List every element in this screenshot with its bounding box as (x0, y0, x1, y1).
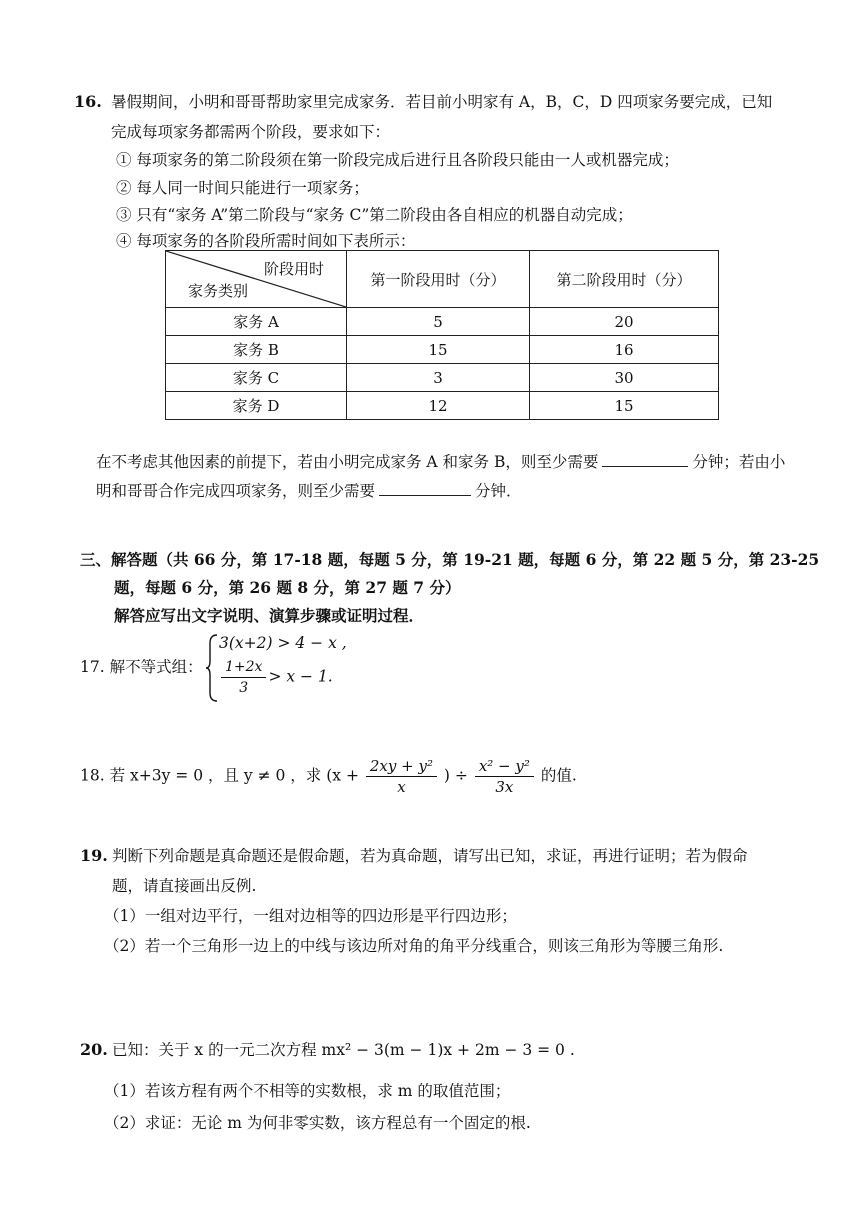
row-stage1-value: 12 (347, 392, 530, 420)
row-chore-name: 家务 B (166, 336, 347, 364)
fraction-2-denominator: 3x (495, 778, 514, 796)
section3-heading-line3: 解答应写出文字说明、演算步骤或证明过程． (114, 606, 425, 625)
row-stage2-value: 30 (530, 364, 719, 392)
row-stage1-value: 15 (347, 336, 530, 364)
question-18-text-mid: ) ÷ (443, 766, 468, 785)
question-16-ask-line2 (96, 481, 522, 501)
row-stage1-value: 3 (347, 364, 530, 392)
header-stage2-time: 第二阶段用时（分） (530, 251, 719, 308)
table-corner-cell (166, 251, 347, 308)
section3-heading-line1: 三、解答题（共 66 分，第 17-18 题，每题 5 分，第 19-21 题，每题 6 分，第 22 题 5 分，第 23-25 (80, 550, 820, 569)
question-16-number: 16. (74, 92, 102, 111)
question-18-number: 18. (80, 766, 105, 785)
question-17-number: 17. (80, 658, 105, 676)
question-16-rule1: ① 每项家务的第二阶段须在第一阶段完成后进行且各阶段只能由一人或机器完成； (116, 151, 679, 169)
question-20-part2: （2）求证：无论 m 为何非零实数，该方程总有一个固定的根. (104, 1114, 531, 1132)
ask2-text-before: 明和哥哥合作完成四项家务，则至少需要 (96, 482, 376, 500)
question-18-text-pre: 若 x+3y = 0 ，且 y ≠ 0 ，求 (x + (109, 766, 359, 785)
header-stage1-time: 第一阶段用时（分） (347, 251, 530, 308)
row-chore-name: 家务 C (166, 364, 347, 392)
table-row (166, 392, 719, 420)
left-brace (205, 633, 219, 703)
chore-time-table (165, 250, 719, 420)
question-20-line1: 已知：关于 x 的一元二次方程 mx² − 3(m − 1)x + 2m − 3 = 0 . (112, 1041, 575, 1059)
inequality-2-denominator: 3 (239, 680, 249, 696)
question-17-instruction: 解不等式组： (109, 658, 203, 676)
question-20-number: 20. (80, 1040, 108, 1059)
row-chore-name: 家务 A (166, 308, 347, 336)
row-stage2-value: 15 (530, 392, 719, 420)
answer-blank-1[interactable] (602, 452, 688, 467)
question-18-text-post: 的值. (540, 766, 577, 785)
answer-blank-2[interactable] (379, 481, 471, 496)
question-19-part2: （2）若一个三角形一边上的中线与该边所对角的角平分线重合，则该三角形为等腰三角形. (104, 937, 724, 955)
inequality-2-rest: > x − 1. (268, 667, 333, 686)
question-17-label (80, 657, 203, 677)
fraction-1-denominator: x (397, 778, 406, 796)
question-19-number: 19. (80, 846, 108, 865)
ask1-text-after: 分钟；若由小 (692, 453, 786, 471)
inequality-2-numerator: 1+2x (221, 657, 266, 678)
fraction-2-numerator: x² − y² (475, 756, 534, 777)
table-header-row (166, 251, 719, 308)
question-19-line1: 判断下列命题是真命题还是假命题，若为真命题，请写出已知，求证，再进行证明；若为假命 (112, 847, 748, 865)
question-20-part1: （1）若该方程有两个不相等的实数根，求 m 的取值范围； (104, 1082, 511, 1100)
table-row (166, 336, 719, 364)
inequality-1: 3(x+2) > 4 − x , (219, 634, 347, 652)
question-16-rule3: ③ 只有“家务 A”第二阶段与“家务 C”第二阶段由各自相应的机器自动完成； (116, 206, 633, 224)
table-row (166, 364, 719, 392)
question-16-intro-line2: 完成每项家务都需两个阶段，要求如下： (111, 123, 391, 141)
ask1-text-before: 在不考虑其他因素的前提下，若由小明完成家务 A 和家务 B，则至少需要 (96, 453, 599, 471)
row-stage2-value: 20 (530, 308, 719, 336)
table-row (166, 308, 719, 336)
section3-heading-line2: 题，每题 6 分，第 26 题 8 分，第 27 题 7 分） (114, 578, 461, 597)
inequality-system (205, 633, 365, 703)
question-18 (80, 756, 577, 797)
row-stage1-value: 5 (347, 308, 530, 336)
question-16-rule2: ② 每人同一时间只能进行一项家务； (116, 179, 369, 197)
ask2-text-after: 分钟． (475, 482, 522, 500)
inequality-2 (219, 657, 333, 698)
row-chore-name: 家务 D (166, 392, 347, 420)
question-16-ask-line1 (96, 452, 785, 472)
question-16-rule4: ④ 每项家务的各阶段所需时间如下表所示： (116, 232, 416, 250)
row-stage2-value: 16 (530, 336, 719, 364)
corner-label-stage-time: 阶段用时 (263, 260, 324, 278)
fraction-1-numerator: 2xy + y² (366, 756, 437, 777)
corner-label-chore-type: 家务类别 (188, 282, 249, 300)
question-16-intro-line1: 暑假期间，小明和哥哥帮助家里完成家务．若目前小明家有 A，B，C，D 四项家务要完成，已知 (111, 93, 773, 111)
question-19-part1: （1）一组对边平行，一组对边相等的四边形是平行四边形； (104, 907, 517, 925)
question-19-line2: 题，请直接画出反例. (112, 877, 257, 895)
